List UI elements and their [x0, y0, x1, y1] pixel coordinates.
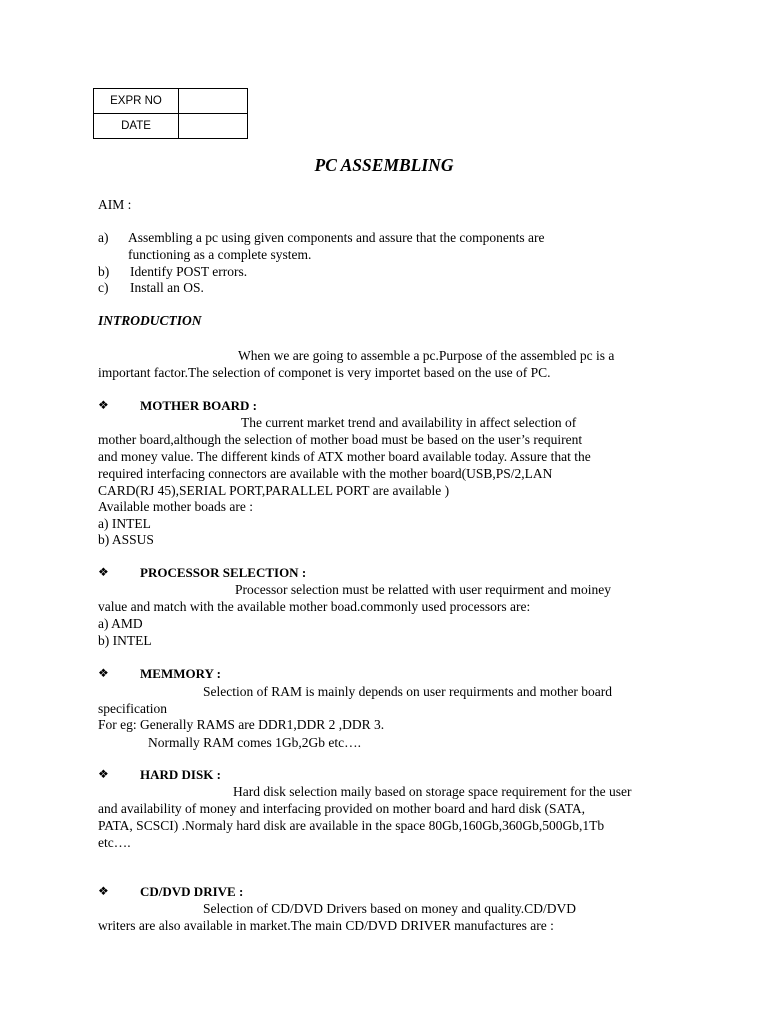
introduction-heading: INTRODUCTION — [98, 313, 202, 328]
memory-line-2: specification — [98, 701, 167, 716]
harddisk-line-1: Hard disk selection maily based on storage space requirement for the user — [233, 784, 632, 799]
motherboard-line-8: b) ASSUS — [98, 532, 154, 547]
aim-item-a-line-1: Assembling a pc using given components and assure that the components are — [128, 230, 545, 245]
aim-item-b-marker: b) — [98, 264, 110, 279]
date-value — [179, 114, 248, 139]
memory-line-3: For eg: Generally RAMS are DDR1,DDR 2 ,DDR 3. — [98, 717, 385, 732]
memory-line-1: Selection of RAM is mainly depends on user requirments and mother board — [203, 684, 613, 699]
aim-heading: AIM : — [98, 197, 132, 212]
introduction-line-1: When we are going to assemble a pc.Purpose of the assembled pc is a — [238, 348, 615, 363]
harddisk-line-4: etc…. — [98, 835, 131, 850]
processor-line-4: b) INTEL — [98, 633, 152, 648]
harddisk-bullet-icon: ❖ — [98, 767, 109, 781]
expr-date-table — [93, 88, 248, 139]
aim-item-a-line-2: functioning as a complete system. — [128, 247, 312, 262]
aim-item-c-text: Install an OS. — [130, 280, 204, 295]
processor-line-1: Processor selection must be relatted with user requirment and moiney — [235, 582, 612, 597]
motherboard-line-7: a) INTEL — [98, 516, 151, 531]
cddvd-heading: CD/DVD DRIVE : — [140, 884, 244, 899]
motherboard-line-1: The current market trend and availability in affect selection of — [241, 415, 577, 430]
processor-bullet-icon: ❖ — [98, 565, 109, 579]
harddisk-line-3: PATA, SCSCI) .Normaly hard disk are available in the space 80Gb,160Gb,360Gb,500Gb,1Tb — [98, 818, 605, 833]
cddvd-line-2: writers are also available in market.The main CD/DVD DRIVER manufactures are : — [98, 918, 554, 933]
date-row — [94, 114, 248, 139]
motherboard-line-2: mother board,although the selection of mother boad must be based on the user’s requirent — [98, 432, 583, 447]
aim-item-c-marker: c) — [98, 280, 109, 295]
processor-line-3: a) AMD — [98, 616, 143, 631]
expr-no-row — [94, 89, 248, 114]
aim-item-a-marker: a) — [98, 230, 109, 245]
processor-line-2: value and match with the available mother boad.commonly used processors are: — [98, 599, 531, 614]
motherboard-line-6: Available mother boads are : — [98, 499, 253, 514]
motherboard-line-5: CARD(RJ 45),SERIAL PORT,PARALLEL PORT are available ) — [98, 483, 450, 498]
harddisk-heading: HARD DISK : — [140, 767, 221, 782]
aim-item-b-text: Identify POST errors. — [130, 264, 248, 279]
memory-heading: MEMMORY : — [140, 666, 222, 681]
motherboard-bullet-icon: ❖ — [98, 398, 109, 412]
expr-no-value — [179, 89, 248, 114]
introduction-line-2: important factor.The selection of componet is very importet based on the use of PC. — [98, 365, 551, 380]
expr-no-label: EXPR NO — [94, 89, 179, 114]
cddvd-line-1: Selection of CD/DVD Drivers based on money and quality.CD/DVD — [203, 901, 576, 916]
motherboard-line-3: and money value. The different kinds of ATX mother board available today. Assure that the — [98, 449, 591, 464]
cddvd-bullet-icon: ❖ — [98, 884, 109, 898]
motherboard-line-4: required interfacing connectors are available with the mother board(USB,PS/2,LAN — [98, 466, 553, 481]
document-title: PC ASSEMBLING — [314, 155, 454, 175]
harddisk-line-2: and availability of money and interfacing provided on mother board and hard disk (SATA, — [98, 801, 586, 816]
memory-bullet-icon: ❖ — [98, 666, 109, 680]
date-label: DATE — [94, 114, 179, 139]
processor-heading: PROCESSOR SELECTION : — [140, 565, 307, 580]
motherboard-heading: MOTHER BOARD : — [140, 398, 257, 413]
memory-line-4: Normally RAM comes 1Gb,2Gb etc…. — [148, 735, 361, 750]
